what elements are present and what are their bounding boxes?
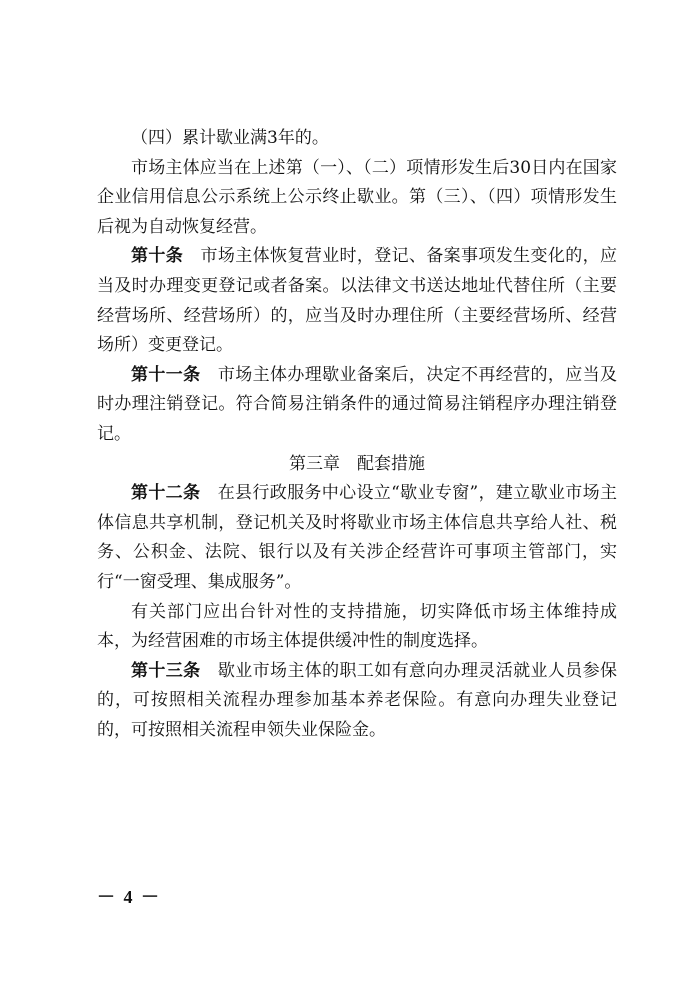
paragraph-support [97, 598, 617, 657]
paragraph-text: 有关部门应出台针对性的支持措施，切实降低市场主体维持成本，为经营困难的市场主体提供缓冲性的制度选择。 [97, 601, 617, 652]
article-12 [97, 479, 617, 597]
article-13 [97, 657, 617, 746]
article-number: 第十一条 [131, 364, 201, 385]
paragraph-text: 市场主体恢复营业时，登记、备案事项发生变化的，应当及时办理变更登记或者备案。以法律文书送达地址代替住所（主要经营场所、经营场所）的，应当及时办理住所（主要经营场所、经营场所）变更登记。 [97, 246, 618, 356]
chapter-heading: 第三章 配套措施 [289, 453, 425, 474]
paragraph-item-4 [97, 124, 617, 154]
article-10 [97, 242, 617, 360]
paragraph-text: 市场主体应当在上述第（一）、（二）项情形发生后30日内在国家企业信用信息公示系统上公示终止歇业。第（三）、（四）项情形发生后视为自动恢复经营。 [97, 157, 617, 237]
paragraph-text: 在县行政服务中心设立“歇业专窗”，建立歇业市场主体信息共享机制，登记机关及时将歇业市场主体信息共享给人社、税务、公积金、法院、银行以及有关涉企经营许可事项主管部门，实行“一窗受理、集成服务”。 [97, 483, 617, 592]
document-body [97, 124, 617, 745]
paragraph-text: 歇业市场主体的职工如有意向办理灵活就业人员参保的，可按照相关流程办理参加基本养老保险。有意向办理失业登记的，可按照相关流程申领失业保险金。 [97, 660, 618, 740]
paragraph-notice [97, 154, 617, 243]
article-11 [97, 361, 617, 450]
page-number: － 4 － [97, 887, 161, 907]
paragraph-text: （四）累计歇业满3年的。 [131, 128, 329, 148]
paragraph-text: 市场主体办理歇业备案后，决定不再经营的，应当及时办理注销登记。符合简易注销条件的通过简易注销程序办理注销登记。 [97, 364, 618, 444]
article-number: 第十条 [131, 246, 184, 267]
article-number: 第十二条 [131, 483, 201, 504]
article-number: 第十三条 [131, 660, 201, 681]
